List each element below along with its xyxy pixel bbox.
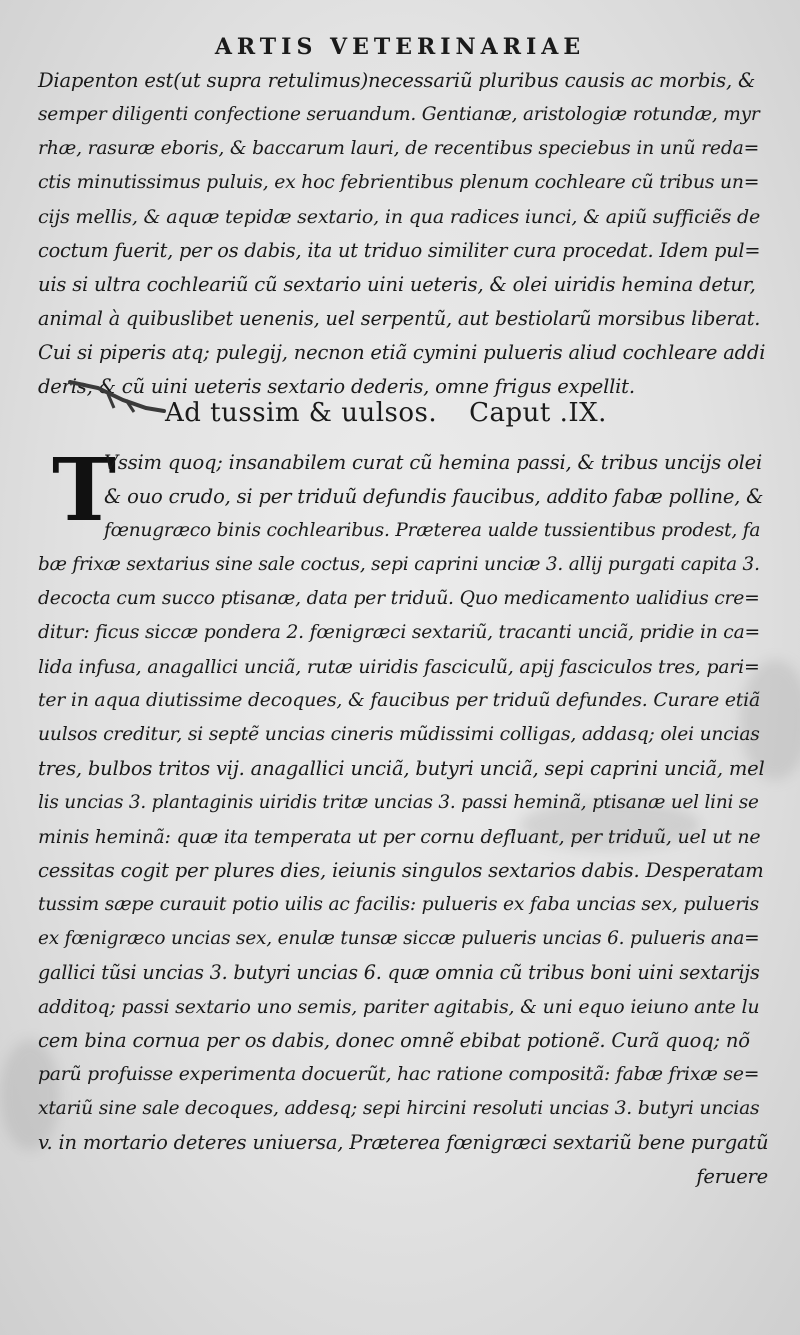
text-line: cem bina cornua per os dabis, donec omnẽ ebibat potionẽ. Curã quoq; nõ [38, 1029, 750, 1052]
running-header: ARTIS VETERINARIAE [214, 34, 586, 60]
text-line: additoq; passi sextario uno semis, pariter agitabis, & uni equo ieiuno ante lu [38, 996, 760, 1018]
text-line: lida infusa, anagallici unciã, rutæ uiridis fasciculũ, apij fasciculos tres, pari= [38, 656, 760, 678]
text-line: semper diligenti confectione seruandum. Gentianæ, aristologiæ rotundæ, myr [38, 104, 760, 125]
chapter-heading [165, 398, 607, 428]
drop-capital: T [52, 440, 116, 541]
text-line: lis uncias 3. plantaginis uiridis tritæ uncias 3. passi heminã, ptisanæ uel lini se [38, 792, 759, 813]
text-line: coctum fuerit, per os dabis, ita ut triduo similiter cura procedat. Idem pul= [38, 239, 761, 262]
text-line: ex fœnigræco uncias sex, enulæ tunsæ siccæ pulueris uncias 6. pulueris ana= [38, 928, 760, 949]
top-paragraph [38, 64, 768, 404]
text-line: gallici tũsi uncias 3. butyri uncias 6. quæ omnia cũ tribus boni uini sextarijs [38, 961, 760, 984]
text-line: parũ profuisse experimenta docuerũt, hac ratione compositã: fabæ frixæ se= [38, 1064, 760, 1085]
ink-smudge-mark [68, 378, 168, 418]
text-line: xtariũ sine sale decoques, addesq; sepi hircini resoluti uncias 3. butyri uncias [38, 1098, 760, 1119]
text-line: Vssim quoq; insanabilem curat cũ hemina passi, & tribus uncijs olei [104, 451, 763, 474]
text-line: cessitas cogit per plures dies, ieiunis singulos sextarios dabis. Desperatam [38, 859, 764, 882]
text-line: rhæ, rasuræ eboris, & baccarum lauri, de recentibus speciebus in unũ reda= [38, 138, 760, 159]
text-line: fœnugræco binis cochlearibus. Præterea ualde tussientibus prodest, fa [104, 520, 761, 541]
text-line: v. in mortario deteres uniuersa, Præterea fœnigræci sextariũ bene purgatũ [38, 1131, 769, 1154]
text-line: ter in aqua diutissime decoques, & faucibus per triduũ defundes. Curare etiã [38, 690, 760, 711]
text-line: uis si ultra cochleariũ cũ sextario uini ueteris, & olei uiridis hemina detur, [38, 273, 756, 296]
text-line: Cui si piperis atq; pulegij, necnon etiã cymini pulueris aliud cochleare addi [38, 341, 766, 364]
text-line: cijs mellis, & aquæ tepidæ sextario, in qua radices iunci, & apiũ sufficiẽs de [38, 205, 761, 228]
text-line: ctis minutissimus puluis, ex hoc febrientibus plenum cochleare cũ tribus un= [38, 172, 760, 193]
text-line: decocta cum succo ptisanæ, data per triduũ. Quo medicamento ualidius cre= [38, 588, 760, 609]
text-line: minis heminã: quæ ita temperata ut per cornu defluant, per triduũ, uel ut ne [38, 826, 761, 848]
chapter-number: Caput .IX. [469, 398, 607, 428]
text-line: tres, bulbos tritos vij. anagallici unciã, butyri unciã, sepi caprini unciã, mel [38, 757, 765, 780]
text-line: bæ frixæ sextarius sine sale coctus, sepi caprini unciæ 3. allij purgati capita 3. [38, 554, 760, 575]
text-line: & ouo crudo, si per triduũ defundis faucibus, addito fabæ polline, & [104, 485, 764, 508]
text-line: Diapenton est(ut supra retulimus)necessariũ pluribus causis ac morbis, & [38, 69, 756, 92]
text-line: tussim sæpe curauit potio uilis ac facilis: pulueris ex faba uncias sex, pulueris [38, 894, 760, 915]
text-line: deris, & cũ uini ueteris sextario dederis, omne frigus expellit. [38, 375, 635, 398]
text-line: ditur: ficus siccæ pondera 2. fœnigræci sextariũ, tracanti unciã, pridie in ca= [38, 622, 760, 643]
text-line: uulsos creditur, si septẽ uncias cineris mũdissimi colligas, addasq; olei uncias [38, 724, 760, 745]
catchword: feruere [696, 1165, 768, 1188]
chapter-title: Ad tussim & uulsos. [165, 398, 438, 428]
text-line: animal à quibuslibet uenenis, uel serpentũ, aut bestiolarũ morsibus liberat. [38, 307, 761, 330]
body-paragraph [38, 440, 769, 1194]
